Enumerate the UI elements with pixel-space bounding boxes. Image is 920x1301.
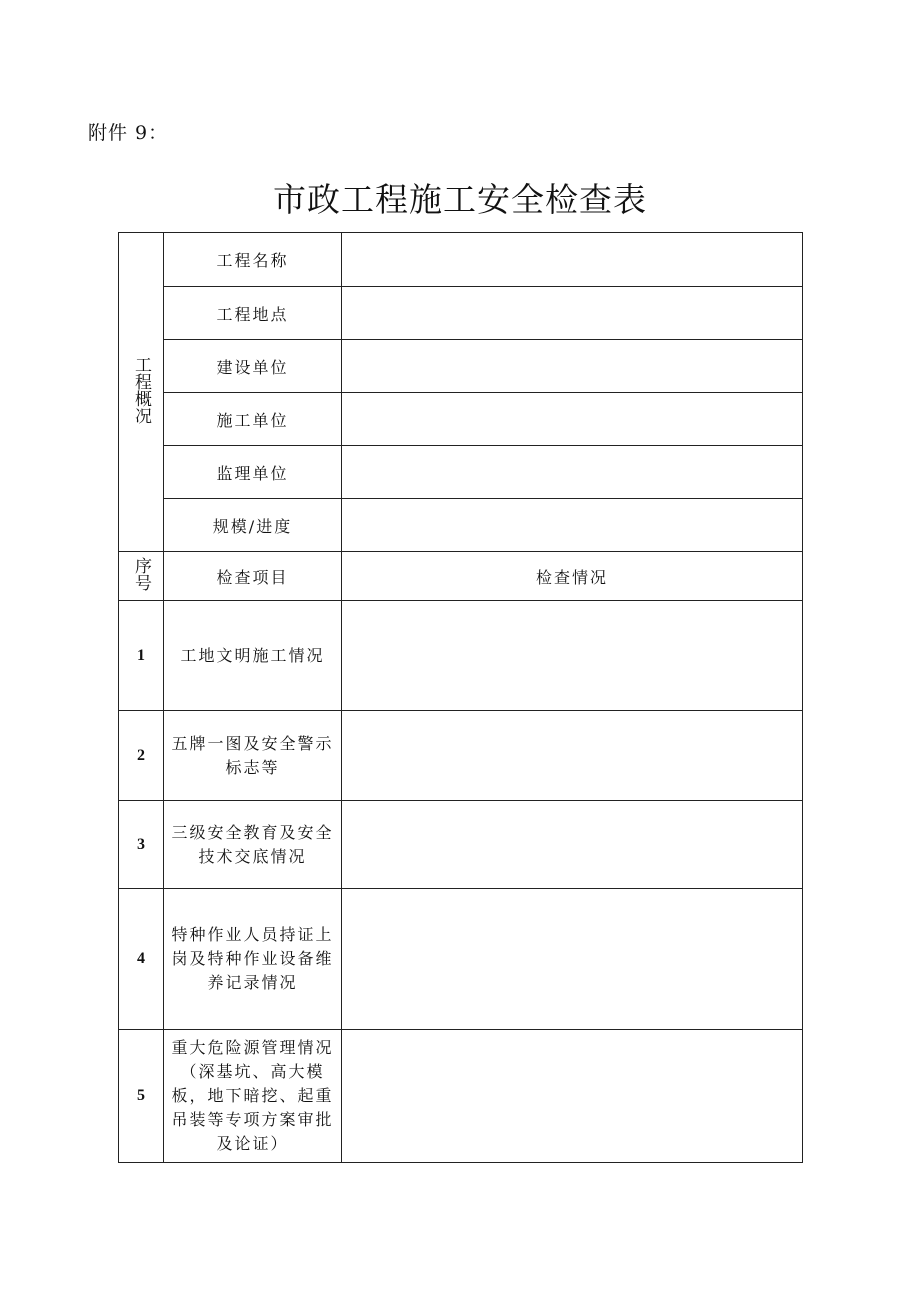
developer-field[interactable] (342, 340, 803, 393)
overview-row (119, 446, 803, 499)
check-item: 重大危险源管理情况（深基坑、高大模板，地下暗挖、起重吊装等专项方案审批及论证） (164, 1030, 342, 1163)
table-row (119, 1030, 803, 1163)
check-status-field[interactable] (342, 889, 803, 1030)
scale-progress-field[interactable] (342, 499, 803, 552)
table-row (119, 601, 803, 711)
check-status-field[interactable] (342, 801, 803, 889)
check-item: 五牌一图及安全警示标志等 (164, 711, 342, 801)
check-status-field[interactable] (342, 1030, 803, 1163)
checklist-header-row (119, 552, 803, 601)
project-name-label: 工程名称 (164, 233, 342, 287)
project-location-field[interactable] (342, 287, 803, 340)
status-header: 检查情况 (342, 552, 803, 601)
developer-label: 建设单位 (164, 340, 342, 393)
check-status-field[interactable] (342, 601, 803, 711)
overview-row (119, 340, 803, 393)
overview-row (119, 393, 803, 446)
check-item: 三级安全教育及安全技术交底情况 (164, 801, 342, 889)
overview-row (119, 499, 803, 552)
page-title: 市政工程施工安全检查表 (273, 180, 647, 219)
table-row (119, 801, 803, 889)
seq-header-cell (119, 552, 164, 601)
check-item: 工地文明施工情况 (164, 601, 342, 711)
item-header: 检查项目 (164, 552, 342, 601)
row-number: 1 (119, 601, 164, 711)
seq-header: 序号 (131, 557, 151, 591)
check-item: 特种作业人员持证上岗及特种作业设备维养记录情况 (164, 889, 342, 1030)
overview-row (119, 233, 803, 287)
scale-progress-label: 规模/进度 (164, 499, 342, 552)
project-location-label: 工程地点 (164, 287, 342, 340)
table-row (119, 711, 803, 801)
row-number: 2 (119, 711, 164, 801)
supervisor-field[interactable] (342, 446, 803, 499)
check-status-field[interactable] (342, 711, 803, 801)
overview-group-cell (119, 233, 164, 552)
row-number: 3 (119, 801, 164, 889)
row-number: 4 (119, 889, 164, 1030)
contractor-label: 施工单位 (164, 393, 342, 446)
overview-row (119, 287, 803, 340)
row-number: 5 (119, 1030, 164, 1163)
attachment-label: 附件 9： (88, 122, 169, 144)
overview-group-label: 工程概况 (131, 356, 151, 424)
project-name-field[interactable] (342, 233, 803, 287)
table-row (119, 889, 803, 1030)
supervisor-label: 监理单位 (164, 446, 342, 499)
safety-inspection-table (118, 232, 803, 1163)
contractor-field[interactable] (342, 393, 803, 446)
